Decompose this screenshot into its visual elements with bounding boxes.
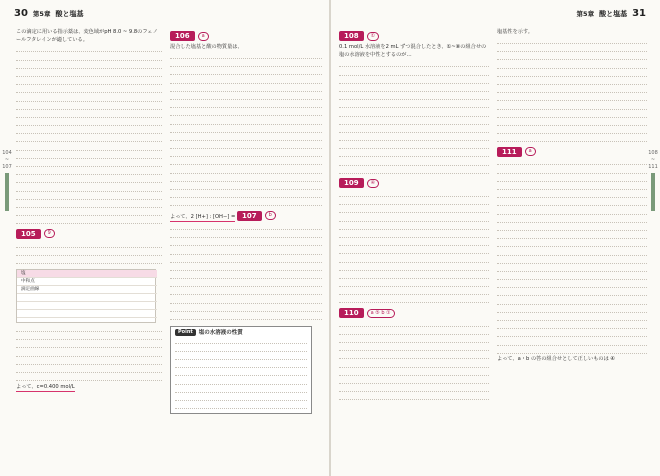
left-column-1 <box>16 28 162 393</box>
text-block <box>16 46 162 226</box>
left-page <box>0 0 329 476</box>
question-110-header <box>339 308 395 318</box>
text-block <box>497 159 647 356</box>
text-block <box>16 326 162 383</box>
page-number: 30 <box>14 8 28 19</box>
question-105-header <box>16 229 55 239</box>
paragraph: この滴定に用いる指示薬は、変色域がpH 8.0 ~ 9.8のフェノールフタレインが適している。 <box>16 29 158 44</box>
text-block <box>16 241 162 266</box>
final-answer: よって、2 [H+] : [OH−] = <box>170 213 235 222</box>
text-block <box>339 190 489 305</box>
section-title: 酸と塩基 <box>599 9 628 18</box>
final-answer: よって、c=0.400 mol/L <box>16 383 75 392</box>
side-index-label: 104 ~ 107 <box>2 150 12 170</box>
right-page <box>331 0 660 476</box>
question-number: 110 <box>339 308 364 318</box>
text-block <box>339 320 489 402</box>
side-index-label: 108 ~ 111 <box>648 150 658 170</box>
text-block <box>497 37 647 143</box>
paragraph: 混合した塩基と酸の物質量は、 <box>170 44 243 50</box>
titration-chart <box>16 269 156 323</box>
question-number: 111 <box>497 147 522 157</box>
question-number: 108 <box>339 31 364 41</box>
question-109-header <box>339 178 379 188</box>
chapter-label: 第5章 <box>32 10 51 18</box>
answer-badge: a ⑤ b ① <box>367 309 395 318</box>
left-column-2 <box>170 28 322 414</box>
page-number: 31 <box>632 8 646 19</box>
right-column-1 <box>339 28 489 402</box>
text-block <box>170 223 322 321</box>
side-index-bar <box>651 173 655 211</box>
right-page-header <box>577 8 646 19</box>
answer-badge: 9 <box>44 229 55 238</box>
answer-badge: a <box>198 32 209 41</box>
point-tag: Point <box>175 329 196 336</box>
side-index-tab <box>648 150 658 211</box>
point-box-body <box>175 337 307 411</box>
question-number: 109 <box>339 178 364 188</box>
question-111-header <box>497 147 536 157</box>
section-title: 酸と塩基 <box>55 9 84 18</box>
answer-badge: ① <box>367 32 379 41</box>
chart-row: 塩 <box>17 270 157 278</box>
paragraph: 塩基性を示す。 <box>497 29 533 35</box>
question-number: 106 <box>170 31 195 41</box>
right-column-2 <box>497 28 647 365</box>
question-number: 105 <box>16 229 41 239</box>
answer-badge: b <box>265 211 276 220</box>
point-box <box>170 326 312 414</box>
paragraph: 0.1 mol/L 水溶液を2 mL ずつ混合したとき、①~⑧の組合せの塩の水溶液を中性とするのが… <box>339 44 487 59</box>
question-number: 107 <box>237 211 262 221</box>
answer-badge: a <box>525 147 536 156</box>
chart-row: 中和点 <box>17 278 157 286</box>
answer-badge: ④ <box>367 179 379 188</box>
point-heading: 塩の水溶液の性質 <box>198 329 243 336</box>
text-block <box>339 61 489 176</box>
left-page-header <box>14 8 83 19</box>
text-block <box>170 52 322 208</box>
question-106-header <box>170 31 209 41</box>
side-index-bar <box>5 173 9 211</box>
chart-row: 滴定曲線 <box>17 286 157 294</box>
side-index-tab <box>2 150 12 211</box>
final-answer: よって、a・b の答の組合せとして正しいものは ④ <box>497 356 616 363</box>
question-108-header <box>339 31 379 41</box>
chapter-label: 第5章 <box>576 10 595 18</box>
point-box-title <box>175 329 307 337</box>
question-107-header <box>237 211 276 221</box>
